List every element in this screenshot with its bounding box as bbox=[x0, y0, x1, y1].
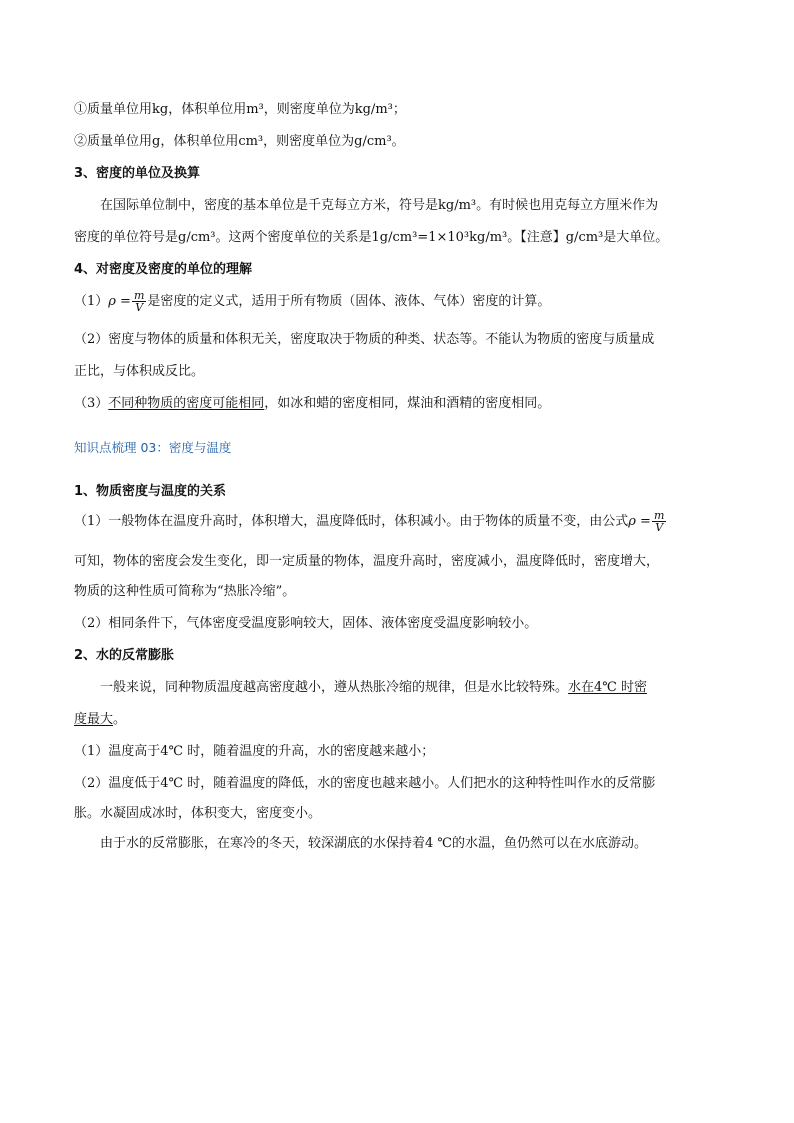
paragraph-independence-1: （2）密度与物体的质量和体积无关，密度取决于物质的种类、状态等。不能认为物质的密度与质量成 bbox=[74, 332, 655, 347]
paragraph-units-1: 在国际单位制中，密度的基本单位是千克每立方米，符号是kg/m³。有时候也用克每立方厘米作为 bbox=[100, 198, 659, 213]
paragraph-temperature-2: 可知，物体的密度会发生变化，即一定质量的物体，温度升高时，密度减小，温度降低时，密度增大， bbox=[74, 554, 660, 569]
paragraph-same-density bbox=[74, 396, 734, 412]
same-density-text: ，如冰和蜡的密度相同，煤油和酒精的密度相同。 bbox=[264, 396, 551, 411]
formula-denominator: V bbox=[135, 301, 144, 314]
paragraph-water-1 bbox=[100, 680, 734, 696]
period: 。 bbox=[113, 712, 127, 727]
definition-text: 是密度的定义式，适用于所有物质（固体、液体、气体）密度的计算。 bbox=[147, 294, 551, 309]
paragraph-temperature-1 bbox=[74, 510, 734, 534]
item-number: （1） bbox=[74, 294, 109, 309]
heading-density-units: 3、密度的单位及换算 bbox=[74, 166, 201, 181]
paragraph-units-2: 密度的单位符号是g/cm³。这两个密度单位的关系是1g/cm³=1×10³kg/m³。【注意】g/cm³是大单位。 bbox=[74, 230, 669, 245]
heading-water-anomaly: 2、水的反常膨胀 bbox=[74, 648, 175, 663]
rho-equals: ρ = bbox=[108, 294, 131, 309]
formula-denominator: V bbox=[655, 521, 664, 534]
paragraph-water-above-4: （1）温度高于4℃ 时，随着温度的升高，水的密度越来越小； bbox=[74, 744, 435, 759]
paragraph-water-below-4-1: （2）温度低于4℃ 时，随着温度的降低，水的密度也越来越小。人们把水的这种特性叫作水的反常膨 bbox=[74, 776, 656, 791]
underlined-key-point: 不同种物质的密度可能相同 bbox=[108, 396, 265, 411]
unit-line-g: ②质量单位用g，体积单位用cm³，则密度单位为g/cm³。 bbox=[74, 134, 405, 149]
paragraph-independence-2: 正比，与体积成反比。 bbox=[74, 364, 205, 379]
density-formula bbox=[132, 290, 146, 313]
underlined-max-density-end: 度最大 bbox=[74, 712, 114, 727]
heading-density-understanding: 4、对密度及密度的单位的理解 bbox=[74, 262, 253, 277]
temperature-text-a: （1）一般物体在温度升高时，体积增大，温度降低时，体积减小。由于物体的质量不变，由公式 bbox=[74, 514, 629, 529]
paragraph-lake-fish: 由于水的反常膨胀，在寒冷的冬天，较深湖底的水保持着4 ℃的水温，鱼仍然可以在水底游动。 bbox=[100, 836, 647, 851]
water-text: 一般来说，同种物质温度越高密度越小，遵从热胀冷缩的规律，但是水比较特殊。 bbox=[100, 680, 569, 695]
paragraph-water-2 bbox=[74, 712, 734, 728]
density-formula bbox=[652, 510, 666, 533]
underlined-max-density: 水在4℃ 时密 bbox=[568, 680, 647, 695]
paragraph-definition bbox=[74, 290, 734, 314]
formula-numerator: m bbox=[133, 289, 145, 302]
rho-equals: ρ = bbox=[628, 514, 651, 529]
formula-numerator: m bbox=[653, 509, 665, 522]
section-title: 知识点梳理 03：密度与温度 bbox=[74, 440, 232, 455]
heading-density-temperature: 1、物质密度与温度的关系 bbox=[74, 484, 227, 499]
unit-line-kg: ①质量单位用kg，体积单位用m³，则密度单位为kg/m³； bbox=[74, 102, 406, 117]
item-number: （3） bbox=[74, 396, 109, 411]
paragraph-temperature-3: 物质的这种性质可简称为“热胀冷缩”。 bbox=[74, 584, 296, 599]
paragraph-gas-solid: （2）相同条件下，气体密度受温度影响较大，固体、液体密度受温度影响较小。 bbox=[74, 616, 538, 631]
paragraph-water-below-4-2: 胀。水凝固成冰时，体积变大，密度变小。 bbox=[74, 806, 322, 821]
